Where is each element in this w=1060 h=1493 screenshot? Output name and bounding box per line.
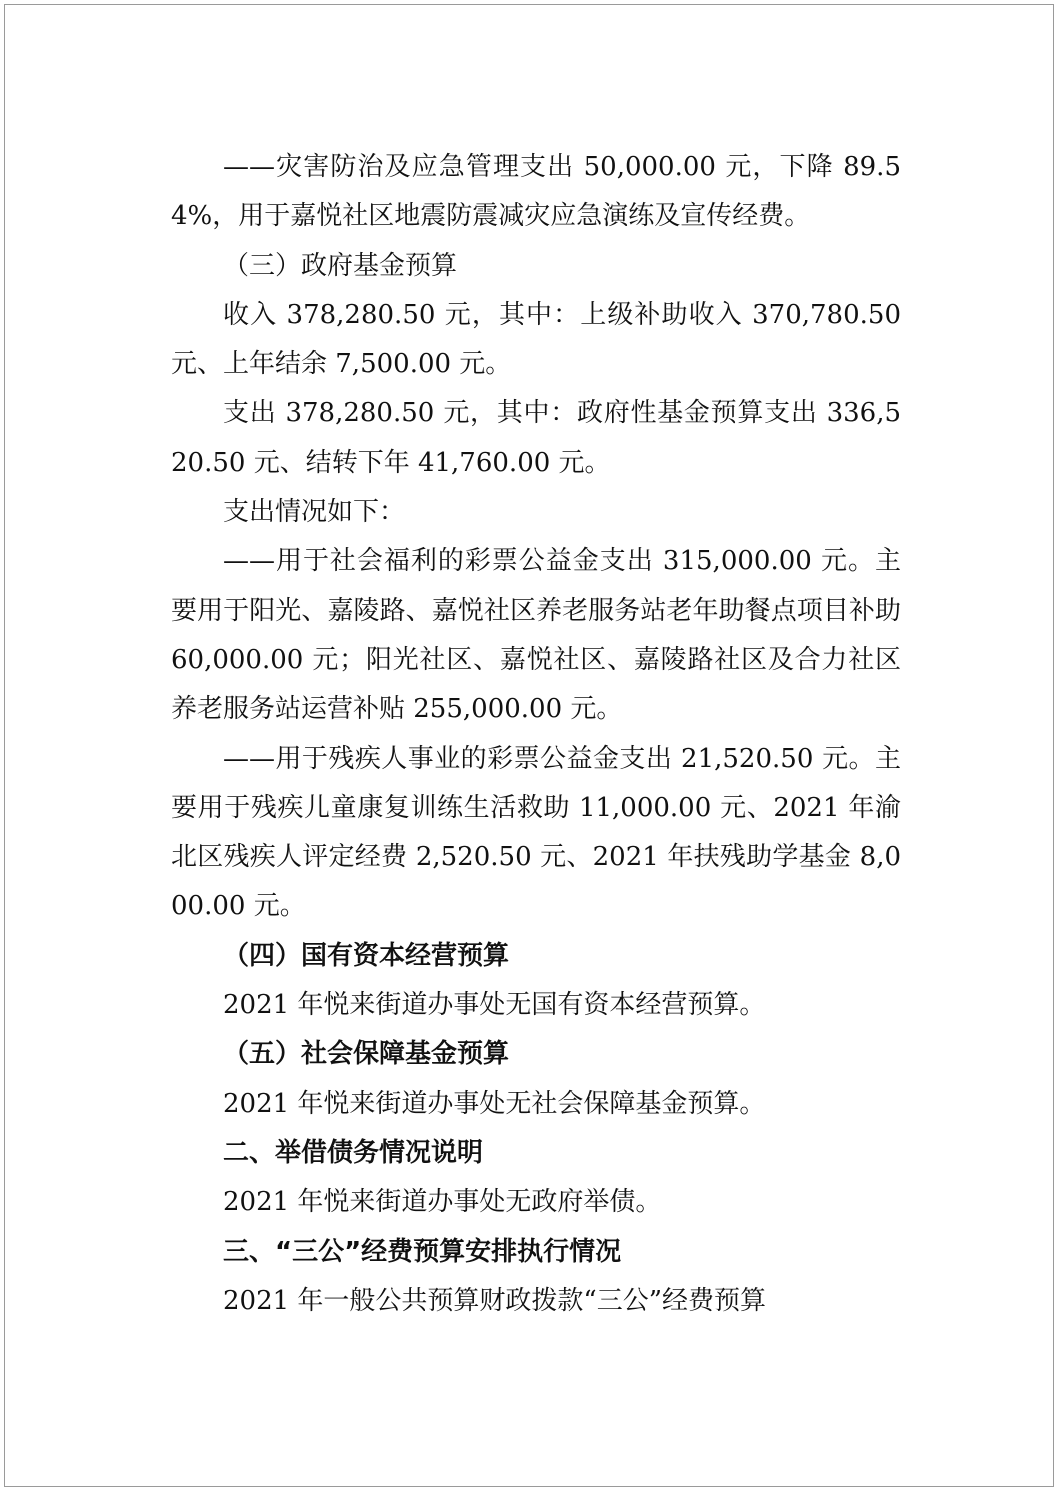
- heading-state-capital-budget: （四）国有资本经营预算: [223, 940, 510, 971]
- paragraph-disaster-expenditure: ——灾害防治及应急管理支出 50,000.00 元，下降 89.54%，用于嘉悦社区地震防震减灾应急演练及宣传经费。: [171, 152, 901, 232]
- document-page: [4, 4, 1054, 1487]
- heading-social-security-budget: （五）社会保障基金预算: [223, 1039, 510, 1070]
- paragraph-debt-none: 2021 年悦来街道办事处无政府举债。: [223, 1187, 662, 1218]
- paragraph-fund-expenditure: 支出 378,280.50 元，其中：政府性基金预算支出 336,520.50 元、结转下年 41,760.00 元。: [171, 398, 901, 478]
- heading-three-public-expenses: 三、“三公”经费预算安排执行情况: [223, 1236, 622, 1267]
- paragraph-welfare-lottery: ——用于社会福利的彩票公益金支出 315,000.00 元。主要用于阳光、嘉陵路、嘉悦社区养老服务站老年助餐点项目补助 60,000.00 元；阳光社区、嘉悦社区、嘉陵路社区及合力社区养老服务站运营补贴 255,000.00 元。: [171, 546, 901, 725]
- paragraph-fund-income: 收入 378,280.50 元，其中：上级补助收入 370,780.50 元、上年结余 7,500.00 元。: [171, 299, 901, 380]
- paragraph-disability-lottery: ——用于残疾人事业的彩票公益金支出 21,520.50 元。主要用于残疾儿童康复训练生活救助 11,000.00 元、2021 年渝北区残疾人评定经费 2,520.50 元、2021 年扶残助学基金 8,000.00 元。: [171, 743, 901, 922]
- heading-debt-explanation: 二、举借债务情况说明: [223, 1137, 484, 1168]
- paragraph-expenditure-intro: 支出情况如下：: [223, 497, 406, 528]
- paragraph-three-public-budget: 2021 年一般公共预算财政拨款“三公”经费预算: [223, 1285, 767, 1316]
- document-body: [171, 143, 901, 1326]
- heading-government-fund-budget: （三）政府基金预算: [223, 250, 458, 281]
- paragraph-state-capital-none: 2021 年悦来街道办事处无国有资本经营预算。: [223, 990, 766, 1021]
- paragraph-social-security-none: 2021 年悦来街道办事处无社会保障基金预算。: [223, 1088, 766, 1119]
